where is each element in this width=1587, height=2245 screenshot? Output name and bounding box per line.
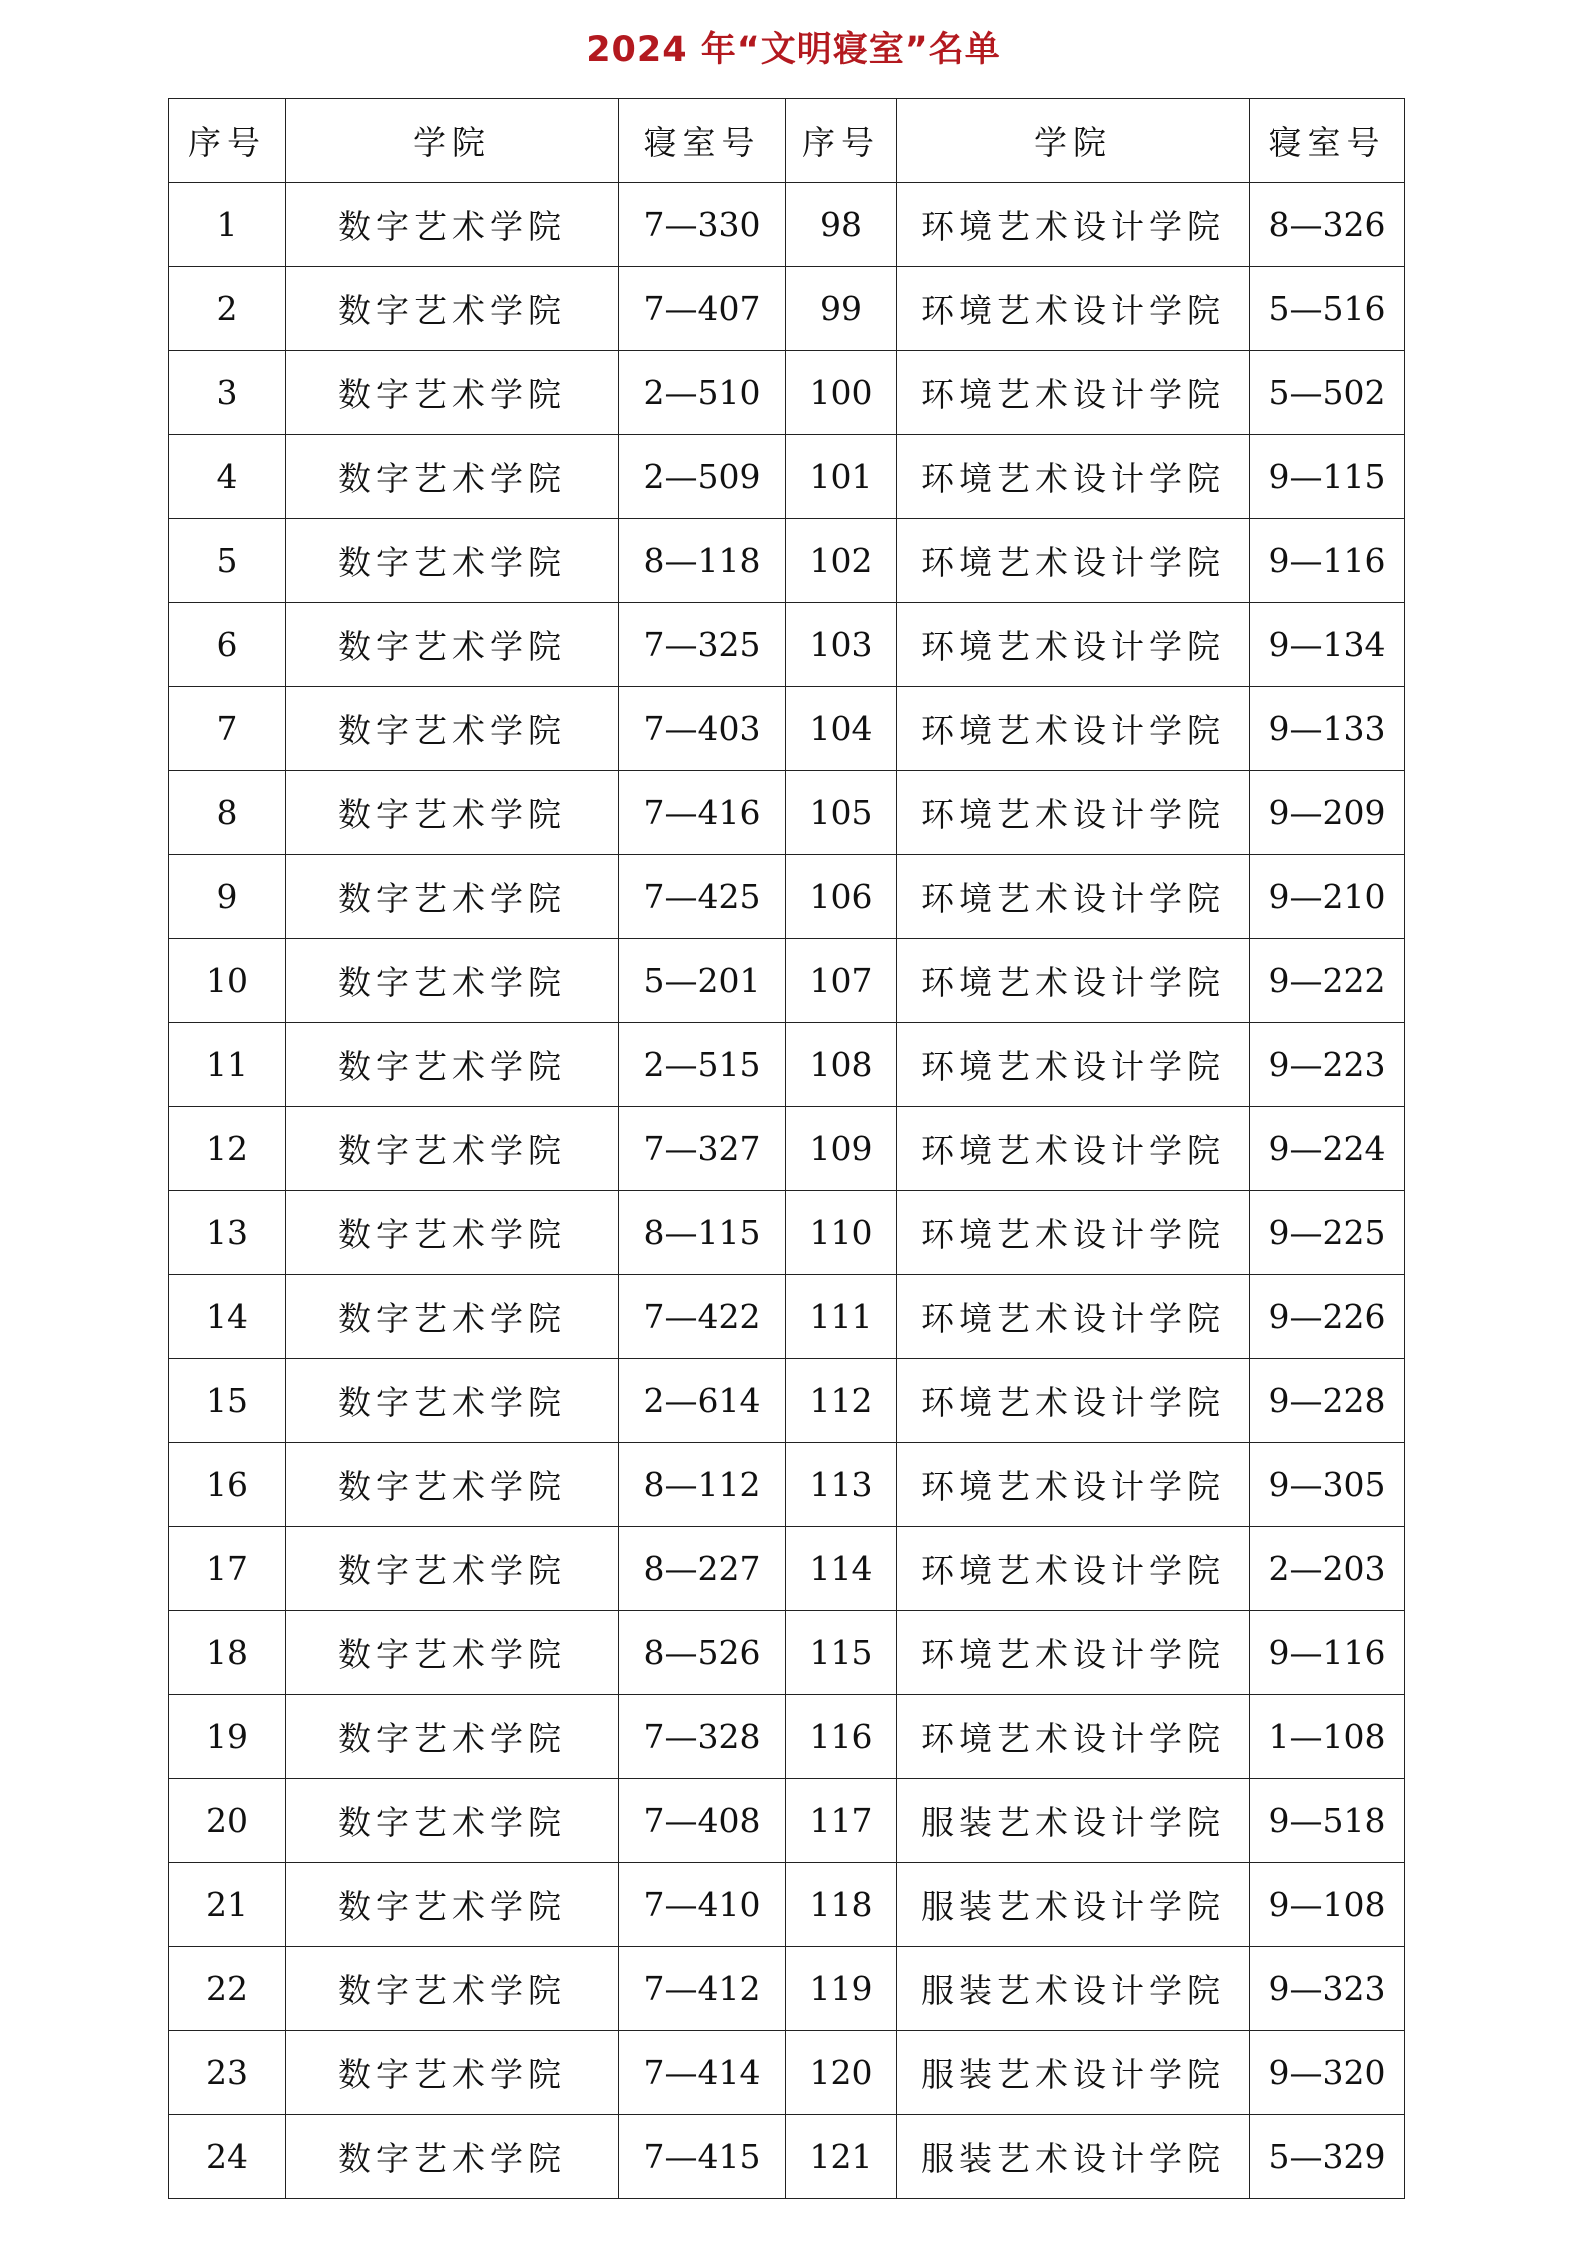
cell-college-right: 环境艺术设计学院 xyxy=(897,267,1250,351)
cell-room-right: 9—222 xyxy=(1250,939,1405,1023)
cell-college-left: 数字艺术学院 xyxy=(286,1947,619,2031)
cell-college-left: 数字艺术学院 xyxy=(286,2031,619,2115)
cell-index-right: 106 xyxy=(786,855,897,939)
header-index-right: 序号 xyxy=(786,99,897,183)
table-row xyxy=(169,1359,1405,1443)
cell-index-left: 12 xyxy=(169,1107,286,1191)
cell-room-right: 9—305 xyxy=(1250,1443,1405,1527)
table-row xyxy=(169,2031,1405,2115)
cell-college-right: 环境艺术设计学院 xyxy=(897,1275,1250,1359)
cell-college-right: 环境艺术设计学院 xyxy=(897,687,1250,771)
table-row xyxy=(169,435,1405,519)
cell-room-left: 7—330 xyxy=(619,183,786,267)
cell-college-left: 数字艺术学院 xyxy=(286,1275,619,1359)
cell-index-left: 7 xyxy=(169,687,286,771)
cell-index-left: 4 xyxy=(169,435,286,519)
cell-index-right: 115 xyxy=(786,1611,897,1695)
table-row xyxy=(169,267,1405,351)
cell-index-left: 24 xyxy=(169,2115,286,2199)
header-index-left: 序号 xyxy=(169,99,286,183)
cell-room-left: 7—422 xyxy=(619,1275,786,1359)
cell-room-right: 9—224 xyxy=(1250,1107,1405,1191)
cell-room-left: 7—425 xyxy=(619,855,786,939)
cell-room-left: 8—526 xyxy=(619,1611,786,1695)
cell-room-right: 9—320 xyxy=(1250,2031,1405,2115)
cell-college-left: 数字艺术学院 xyxy=(286,1527,619,1611)
cell-index-left: 2 xyxy=(169,267,286,351)
cell-room-right: 9—228 xyxy=(1250,1359,1405,1443)
cell-index-right: 114 xyxy=(786,1527,897,1611)
cell-college-right: 环境艺术设计学院 xyxy=(897,1191,1250,1275)
table-row xyxy=(169,1779,1405,1863)
cell-college-right: 环境艺术设计学院 xyxy=(897,1695,1250,1779)
cell-index-left: 19 xyxy=(169,1695,286,1779)
table-row xyxy=(169,603,1405,687)
cell-index-left: 10 xyxy=(169,939,286,1023)
cell-college-left: 数字艺术学院 xyxy=(286,1107,619,1191)
cell-room-right: 5—502 xyxy=(1250,351,1405,435)
cell-room-left: 7—414 xyxy=(619,2031,786,2115)
table-row xyxy=(169,351,1405,435)
cell-index-left: 18 xyxy=(169,1611,286,1695)
cell-college-right: 服装艺术设计学院 xyxy=(897,2115,1250,2199)
table-row xyxy=(169,1443,1405,1527)
table-row xyxy=(169,1527,1405,1611)
cell-college-left: 数字艺术学院 xyxy=(286,435,619,519)
cell-index-right: 111 xyxy=(786,1275,897,1359)
cell-index-right: 109 xyxy=(786,1107,897,1191)
cell-room-left: 8—112 xyxy=(619,1443,786,1527)
cell-room-left: 7—328 xyxy=(619,1695,786,1779)
cell-index-right: 113 xyxy=(786,1443,897,1527)
table-row xyxy=(169,939,1405,1023)
cell-college-right: 环境艺术设计学院 xyxy=(897,939,1250,1023)
cell-room-right: 5—516 xyxy=(1250,267,1405,351)
cell-index-left: 21 xyxy=(169,1863,286,1947)
cell-room-left: 5—201 xyxy=(619,939,786,1023)
cell-college-left: 数字艺术学院 xyxy=(286,1779,619,1863)
table-row xyxy=(169,1191,1405,1275)
table-row xyxy=(169,2115,1405,2199)
table-row xyxy=(169,1275,1405,1359)
cell-college-left: 数字艺术学院 xyxy=(286,2115,619,2199)
cell-room-left: 7—415 xyxy=(619,2115,786,2199)
cell-college-left: 数字艺术学院 xyxy=(286,939,619,1023)
cell-room-right: 9—323 xyxy=(1250,1947,1405,2031)
table-row xyxy=(169,1023,1405,1107)
cell-room-left: 7—407 xyxy=(619,267,786,351)
cell-index-right: 112 xyxy=(786,1359,897,1443)
cell-room-left: 2—510 xyxy=(619,351,786,435)
cell-index-left: 3 xyxy=(169,351,286,435)
cell-room-right: 9—134 xyxy=(1250,603,1405,687)
cell-room-right: 9—518 xyxy=(1250,1779,1405,1863)
table-row xyxy=(169,1107,1405,1191)
cell-room-left: 8—227 xyxy=(619,1527,786,1611)
table-row xyxy=(169,1863,1405,1947)
cell-college-left: 数字艺术学院 xyxy=(286,1863,619,1947)
cell-room-right: 9—133 xyxy=(1250,687,1405,771)
table-body xyxy=(169,183,1405,2199)
cell-college-right: 环境艺术设计学院 xyxy=(897,1107,1250,1191)
cell-college-right: 环境艺术设计学院 xyxy=(897,1443,1250,1527)
header-college-right: 学院 xyxy=(897,99,1250,183)
cell-college-right: 环境艺术设计学院 xyxy=(897,855,1250,939)
cell-index-left: 9 xyxy=(169,855,286,939)
cell-college-right: 服装艺术设计学院 xyxy=(897,1779,1250,1863)
cell-index-right: 107 xyxy=(786,939,897,1023)
cell-index-right: 121 xyxy=(786,2115,897,2199)
cell-room-left: 8—118 xyxy=(619,519,786,603)
table-header-row xyxy=(169,99,1405,183)
cell-index-right: 117 xyxy=(786,1779,897,1863)
cell-room-left: 7—416 xyxy=(619,771,786,855)
cell-index-right: 105 xyxy=(786,771,897,855)
cell-college-left: 数字艺术学院 xyxy=(286,1359,619,1443)
table-row xyxy=(169,771,1405,855)
cell-index-left: 22 xyxy=(169,1947,286,2031)
cell-college-right: 服装艺术设计学院 xyxy=(897,2031,1250,2115)
cell-college-left: 数字艺术学院 xyxy=(286,1611,619,1695)
cell-index-left: 17 xyxy=(169,1527,286,1611)
cell-college-left: 数字艺术学院 xyxy=(286,855,619,939)
cell-college-left: 数字艺术学院 xyxy=(286,1023,619,1107)
cell-room-right: 9—209 xyxy=(1250,771,1405,855)
cell-index-left: 6 xyxy=(169,603,286,687)
cell-room-right: 9—223 xyxy=(1250,1023,1405,1107)
cell-room-left: 2—509 xyxy=(619,435,786,519)
cell-index-right: 99 xyxy=(786,267,897,351)
cell-index-right: 120 xyxy=(786,2031,897,2115)
cell-room-left: 8—115 xyxy=(619,1191,786,1275)
cell-room-right: 9—116 xyxy=(1250,1611,1405,1695)
cell-college-right: 环境艺术设计学院 xyxy=(897,351,1250,435)
cell-index-right: 110 xyxy=(786,1191,897,1275)
cell-college-right: 服装艺术设计学院 xyxy=(897,1863,1250,1947)
cell-room-left: 7—410 xyxy=(619,1863,786,1947)
cell-college-left: 数字艺术学院 xyxy=(286,1443,619,1527)
cell-index-left: 13 xyxy=(169,1191,286,1275)
header-room-right: 寝室号 xyxy=(1250,99,1405,183)
cell-index-left: 11 xyxy=(169,1023,286,1107)
cell-room-right: 2—203 xyxy=(1250,1527,1405,1611)
cell-room-left: 2—515 xyxy=(619,1023,786,1107)
cell-index-right: 102 xyxy=(786,519,897,603)
cell-college-right: 环境艺术设计学院 xyxy=(897,183,1250,267)
table-row xyxy=(169,519,1405,603)
cell-room-right: 1—108 xyxy=(1250,1695,1405,1779)
cell-index-right: 119 xyxy=(786,1947,897,2031)
cell-room-right: 9—210 xyxy=(1250,855,1405,939)
cell-college-left: 数字艺术学院 xyxy=(286,183,619,267)
cell-room-right: 9—226 xyxy=(1250,1275,1405,1359)
cell-index-right: 118 xyxy=(786,1863,897,1947)
cell-room-left: 7—412 xyxy=(619,1947,786,2031)
cell-room-right: 9—116 xyxy=(1250,519,1405,603)
cell-college-left: 数字艺术学院 xyxy=(286,519,619,603)
cell-college-right: 环境艺术设计学院 xyxy=(897,519,1250,603)
cell-college-right: 环境艺术设计学院 xyxy=(897,603,1250,687)
cell-college-left: 数字艺术学院 xyxy=(286,771,619,855)
table-row xyxy=(169,687,1405,771)
cell-index-left: 1 xyxy=(169,183,286,267)
cell-room-left: 2—614 xyxy=(619,1359,786,1443)
cell-college-left: 数字艺术学院 xyxy=(286,351,619,435)
cell-room-right: 9—225 xyxy=(1250,1191,1405,1275)
cell-room-right: 5—329 xyxy=(1250,2115,1405,2199)
cell-room-right: 9—108 xyxy=(1250,1863,1405,1947)
cell-index-right: 101 xyxy=(786,435,897,519)
cell-index-left: 14 xyxy=(169,1275,286,1359)
cell-room-right: 8—326 xyxy=(1250,183,1405,267)
cell-index-right: 116 xyxy=(786,1695,897,1779)
header-room-left: 寝室号 xyxy=(619,99,786,183)
table-row xyxy=(169,1947,1405,2031)
cell-index-right: 104 xyxy=(786,687,897,771)
cell-college-right: 环境艺术设计学院 xyxy=(897,1023,1250,1107)
cell-room-left: 7—403 xyxy=(619,687,786,771)
cell-index-left: 5 xyxy=(169,519,286,603)
cell-college-left: 数字艺术学院 xyxy=(286,1191,619,1275)
cell-index-right: 103 xyxy=(786,603,897,687)
cell-college-right: 环境艺术设计学院 xyxy=(897,771,1250,855)
cell-college-left: 数字艺术学院 xyxy=(286,1695,619,1779)
table-row xyxy=(169,1611,1405,1695)
cell-college-left: 数字艺术学院 xyxy=(286,267,619,351)
cell-room-right: 9—115 xyxy=(1250,435,1405,519)
cell-college-right: 服装艺术设计学院 xyxy=(897,1947,1250,2031)
table-row xyxy=(169,183,1405,267)
cell-index-left: 15 xyxy=(169,1359,286,1443)
cell-index-right: 108 xyxy=(786,1023,897,1107)
cell-index-left: 20 xyxy=(169,1779,286,1863)
dormitory-roster-table xyxy=(168,98,1405,2199)
cell-college-right: 环境艺术设计学院 xyxy=(897,1527,1250,1611)
cell-college-right: 环境艺术设计学院 xyxy=(897,1611,1250,1695)
cell-index-left: 23 xyxy=(169,2031,286,2115)
cell-college-left: 数字艺术学院 xyxy=(286,603,619,687)
cell-college-right: 环境艺术设计学院 xyxy=(897,1359,1250,1443)
cell-index-right: 98 xyxy=(786,183,897,267)
cell-room-left: 7—408 xyxy=(619,1779,786,1863)
cell-index-right: 100 xyxy=(786,351,897,435)
cell-college-left: 数字艺术学院 xyxy=(286,687,619,771)
cell-room-left: 7—327 xyxy=(619,1107,786,1191)
cell-index-left: 8 xyxy=(169,771,286,855)
table-row xyxy=(169,855,1405,939)
header-college-left: 学院 xyxy=(286,99,619,183)
cell-room-left: 7—325 xyxy=(619,603,786,687)
cell-index-left: 16 xyxy=(169,1443,286,1527)
page-title: 2024 年“文明寝室”名单 xyxy=(586,30,1001,70)
table-row xyxy=(169,1695,1405,1779)
cell-college-right: 环境艺术设计学院 xyxy=(897,435,1250,519)
